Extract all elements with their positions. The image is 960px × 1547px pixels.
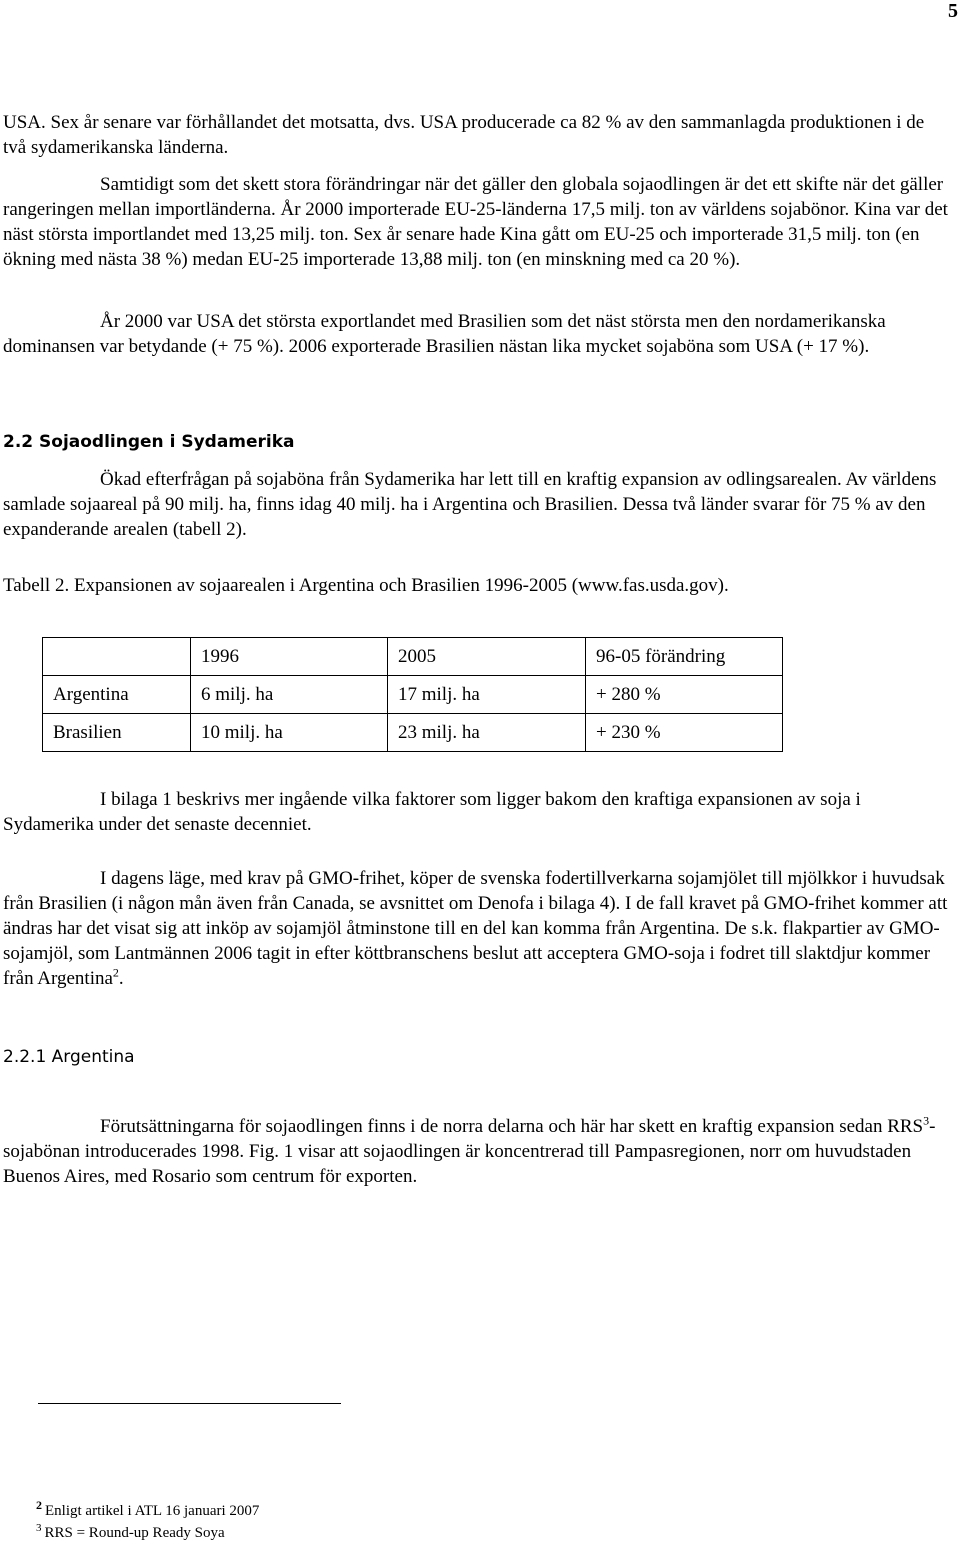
footnote-text: Enligt artikel i ATL 16 januari 2007 [45, 1503, 260, 1519]
footnote-number: 3 [36, 1522, 42, 1534]
table-cell: 10 milj. ha [191, 714, 388, 752]
paragraph-export-ranking: År 2000 var USA det största exportlandet med Brasilien som det näst största men den nordamerikanska dominansen var betydande (+ 75 %). 2006 exporterade Brasilien nästan lika mycket sojaböna som USA (+ 17 %). [3, 311, 886, 357]
subsection-heading-argentina: 2.2.1 Argentina [3, 1047, 135, 1067]
table-row [43, 676, 783, 714]
footnote-ref-3: 3 [923, 1113, 930, 1128]
footnote-divider [38, 1403, 341, 1404]
table-header-row [43, 638, 783, 676]
page-number: 5 [948, 0, 958, 22]
footnote-2 [36, 1498, 260, 1520]
table-header-cell: 2005 [388, 638, 586, 676]
table-row [43, 714, 783, 752]
paragraph-usa-production: USA. Sex år senare var förhållandet det motsatta, dvs. USA producerade ca 82 % av den sammanlagda produktionen i de två sydamerikanska länderna. [3, 112, 925, 158]
section-heading-sojaodlingen: 2.2 Sojaodlingen i Sydamerika [3, 432, 295, 452]
table-header-cell: 96-05 förändring [586, 638, 783, 676]
footnote-text: RRS = Round-up Ready Soya [44, 1525, 225, 1541]
paragraph-import-ranking: Samtidigt som det skett stora förändringar när det gäller den globala sojaodlingen är det ett skifte när det gäller rangeringen mellan importländerna. År 2000 importerade EU-25-länderna 17,5 milj. ton av världens sojabönor. Kina var det näst största importlandet med 13,25 milj. ton. Sex år senare hade Kina gått om EU-25 och importerade 31,5 milj. ton (en ökning med nästa 38 %) medan EU-25 importerade 13,88 milj. ton (en minskning med ca 20 %). [3, 174, 948, 270]
paragraph-argentina [3, 1114, 948, 1189]
table-cell: Argentina [43, 676, 191, 714]
expansion-table [42, 637, 783, 752]
table-cell: 17 milj. ha [388, 676, 586, 714]
table-header-cell: 1996 [191, 638, 388, 676]
table-header-cell [43, 638, 191, 676]
paragraph-gmo-text: I dagens läge, med krav på GMO-frihet, köper de svenska fodertillverkarna sojamjölet till mjölkkor i huvudsak från Brasilien (i någon mån även från Canada, se avsnittet om Denofa i bilaga 4). I de fall kravet på GMO-frihet kommer att ändras har det visat sig att inköp av sojamjöl åtminstone till en del kan komma från Argentina. De s.k. flakpartier av GMO-sojamjöl, som Lantmännen 2006 tagit in efter köttbranschens beslut att acceptera GMO-soja i fodret till slaktdjur kommer från Argentina [3, 868, 948, 989]
footnote-ref-2: 2 [112, 965, 119, 980]
table-cell: + 280 % [586, 676, 783, 714]
paragraph-bilaga-reference: I bilaga 1 beskrivs mer ingående vilka faktorer som ligger bakom den kraftiga expansionen av soja i Sydamerika under det senaste decenniet. [3, 789, 861, 835]
paragraph-gmo-sourcing [3, 866, 948, 991]
paragraph-demand-expansion: Ökad efterfrågan på sojaböna från Sydamerika har lett till en kraftig expansion av odlingsarealen. Av världens samlade sojaareal på 90 milj. ha, finns idag 40 milj. ha i Argentina och Brasilien. Dessa två länder svarar för 75 % av den expanderande arealen (tabell 2). [3, 469, 937, 540]
paragraph-argentina-a: Förutsättningarna för sojaodlingen finns i de norra delarna och här har skett en kraftig expansion sedan RRS [100, 1116, 924, 1137]
table-caption: Tabell 2. Expansionen av sojaarealen i Argentina och Brasilien 1996-2005 (www.fas.usda.gov). [3, 575, 729, 596]
paragraph-gmo-end: . [118, 968, 124, 989]
table-cell: + 230 % [586, 714, 783, 752]
footnote-3 [36, 1522, 225, 1542]
footnote-number: 2 [36, 1498, 42, 1512]
table-cell: 23 milj. ha [388, 714, 586, 752]
paragraph-argentina-b: -sojabönan introducerades 1998. Fig. 1 visar att sojaodlingen är koncentrerad till Pampasregionen, norr om huvudstaden Buenos Aires, med Rosario som centrum för exporten. [3, 1116, 936, 1187]
table-cell: 6 milj. ha [191, 676, 388, 714]
table-cell: Brasilien [43, 714, 191, 752]
